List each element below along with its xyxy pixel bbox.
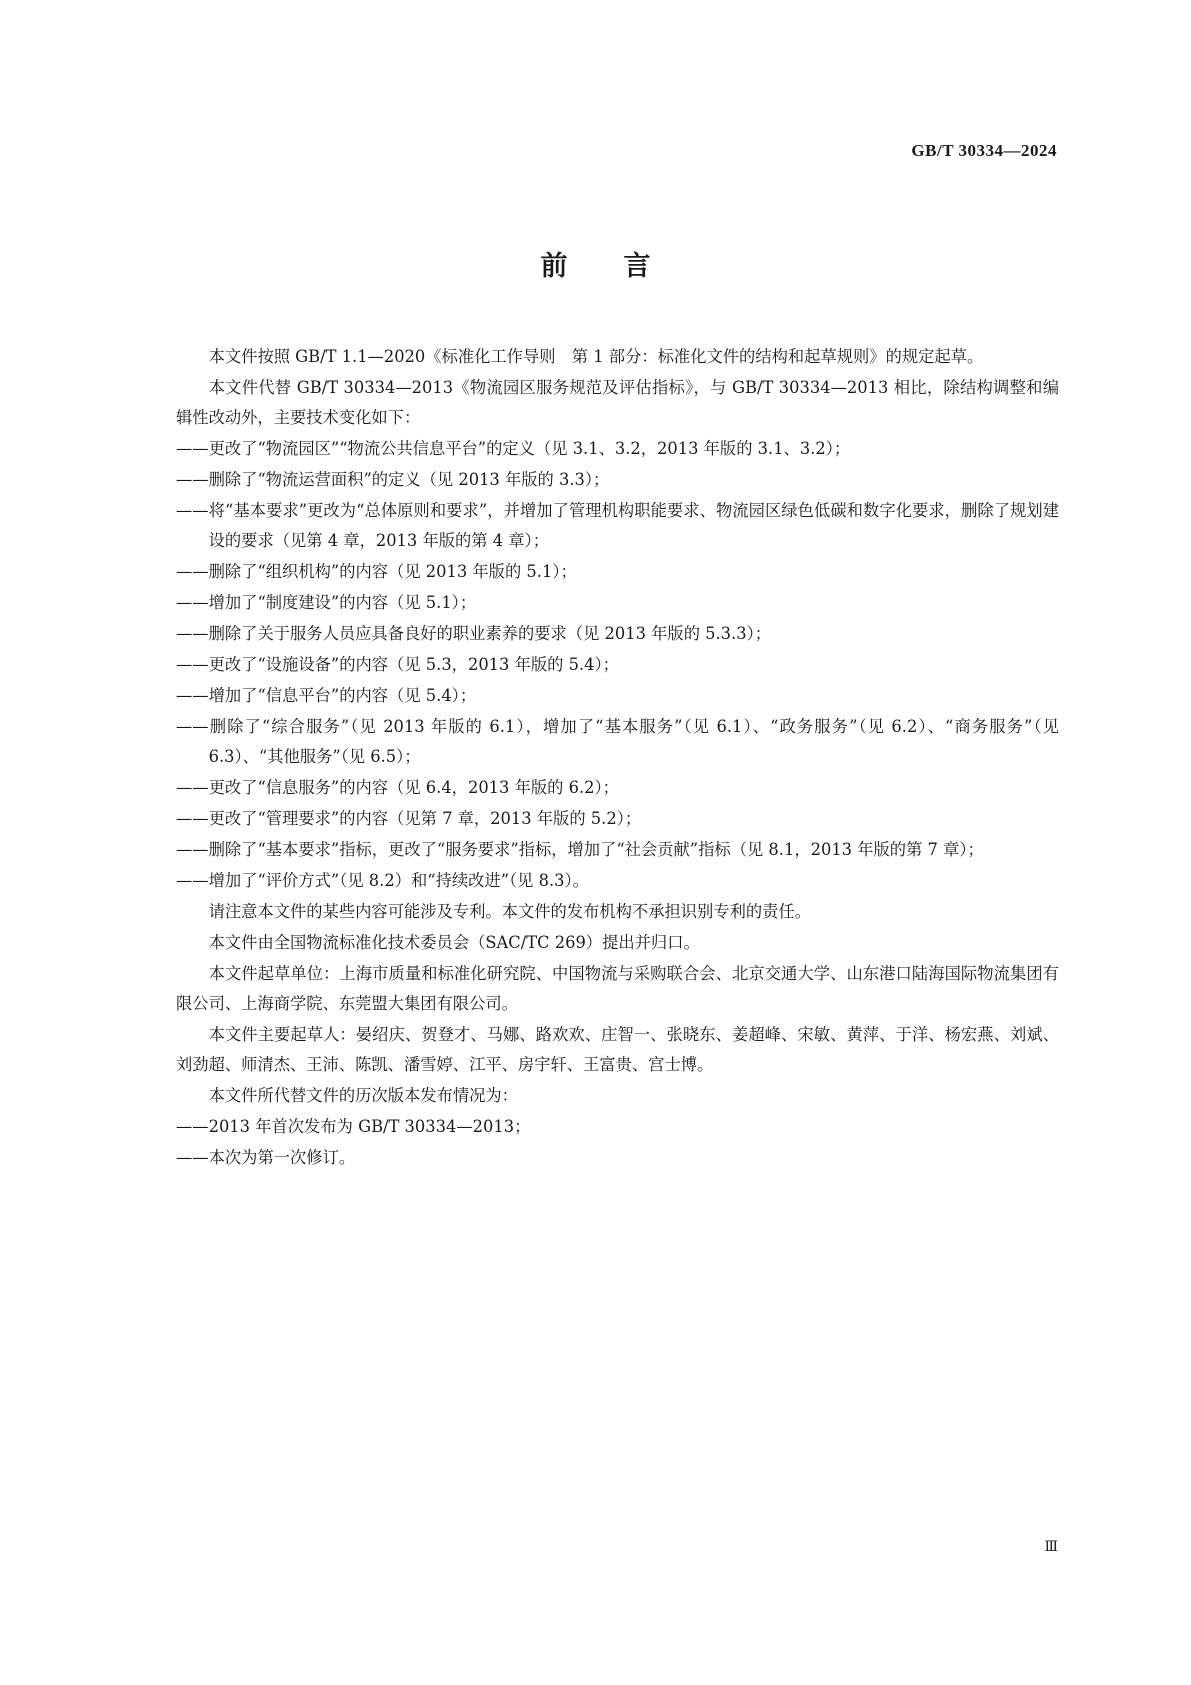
list-item <box>176 712 1059 772</box>
dash-marker: —— <box>176 809 209 828</box>
paragraph-replacement: 本文件代替 GB/T 30334—2013《物流园区服务规范及评估指标》，与 GB/T 30334—2013 相比，除结构调整和编辑性改动外，主要技术变化如下： <box>176 378 1059 427</box>
dash-marker: —— <box>176 717 209 736</box>
document-code: GB/T 30334—2024 <box>911 141 1057 160</box>
dash-marker: —— <box>176 439 209 458</box>
list-item-text: 更改了“信息服务”的内容（见 6.4，2013 年版的 6.2）； <box>208 778 619 797</box>
list-item-text: 将“基本要求”更改为“总体原则和要求”，并增加了管理机构职能要求、物流园区绿色低碳和数字化要求，删除了规划建设的要求（见第 4 章，2013 年版的第 4 章）； <box>208 501 1059 550</box>
dash-marker: —— <box>176 871 209 890</box>
preface-body <box>176 342 1059 1174</box>
dash-marker: —— <box>176 624 209 643</box>
list-item <box>176 496 1059 556</box>
dash-marker: —— <box>176 1117 209 1136</box>
dash-marker: —— <box>176 501 209 520</box>
list-item <box>176 557 1059 587</box>
paragraph-proposer: 本文件由全国物流标准化技术委员会（SAC/TC 269）提出并归口。 <box>208 933 700 952</box>
list-item <box>176 835 1059 865</box>
list-item <box>176 1143 1059 1173</box>
page-number: Ⅲ <box>1044 1539 1058 1555</box>
page-title: 前言 <box>540 251 707 282</box>
dash-marker: —— <box>176 562 209 581</box>
list-item-text: 更改了“物流园区”“物流公共信息平台”的定义（见 3.1、3.2，2013 年版的 3.1、3.2）； <box>208 439 851 458</box>
paragraph-drafting-basis: 本文件按照 GB/T 1.1—2020《标准化工作导则 第 1 部分：标准化文件的结构和起草规则》的规定起草。 <box>208 347 984 366</box>
list-item-text: 删除了“物流运营面积”的定义（见 2013 年版的 3.3）； <box>208 470 610 489</box>
dash-marker: —— <box>176 593 209 612</box>
history-list <box>176 1112 1059 1173</box>
list-item-text: 本次为第一次修订。 <box>208 1148 356 1167</box>
list-item-text: 删除了关于服务人员应具备良好的职业素养的要求（见 2013 年版的 5.3.3）； <box>208 624 771 643</box>
list-item-text: 增加了“信息平台”的内容（见 5.4）； <box>208 686 477 705</box>
list-item <box>176 681 1059 711</box>
dash-marker: —— <box>176 1148 209 1167</box>
list-item-text: 更改了“设施设备”的内容（见 5.3，2013 年版的 5.4）； <box>208 655 619 674</box>
list-item <box>176 650 1059 680</box>
list-item <box>176 804 1059 834</box>
dash-marker: —— <box>176 686 209 705</box>
list-item-text: 增加了“评价方式”（见 8.2）和“持续改进”（见 8.3）。 <box>208 871 589 890</box>
list-item <box>176 1112 1059 1142</box>
list-item-text: 更改了“管理要求”的内容（见第 7 章，2013 年版的 5.2）； <box>208 809 642 828</box>
paragraph-drafters: 本文件主要起草人：晏绍庆、贺登才、马娜、路欢欢、庄智一、张晓东、姜超峰、宋敏、黄萍、于洋、杨宏燕、刘斌、刘劲超、师清杰、王沛、陈凯、潘雪婷、江平、房宇轩、王富贵、宫士博。 <box>176 1025 1059 1074</box>
dash-marker: —— <box>176 655 209 674</box>
dash-marker: —— <box>176 778 209 797</box>
list-item <box>176 465 1059 495</box>
list-item-text: 删除了“组织机构”的内容（见 2013 年版的 5.1）； <box>208 562 577 581</box>
list-item <box>176 434 1059 464</box>
changes-list <box>176 434 1059 896</box>
list-item-text: 删除了“基本要求”指标，更改了“服务要求”指标，增加了“社会贡献”指标（见 8.1，2013 年版的第 7 章）； <box>208 840 984 859</box>
list-item <box>176 588 1059 618</box>
list-item-text: 删除了“综合服务”（见 2013 年版的 6.1），增加了“基本服务”（见 6.1）、“政务服务”（见 6.2）、“商务服务”（见 6.3）、“其他服务”（见 6.5）； <box>208 717 1059 766</box>
paragraph-drafting-units: 本文件起草单位：上海市质量和标准化研究院、中国物流与采购联合会、北京交通大学、山东港口陆海国际物流集团有限公司、上海商学院、东莞盟大集团有限公司。 <box>176 964 1059 1013</box>
list-item <box>176 773 1059 803</box>
list-item <box>176 619 1059 649</box>
dash-marker: —— <box>176 840 209 859</box>
list-item-text: 增加了“制度建设”的内容（见 5.1）； <box>208 593 477 612</box>
list-item <box>176 866 1059 896</box>
paragraph-history-intro: 本文件所代替文件的历次版本发布情况为： <box>208 1086 518 1105</box>
dash-marker: —— <box>176 470 209 489</box>
paragraph-patent-notice: 请注意本文件的某些内容可能涉及专利。本文件的发布机构不承担识别专利的责任。 <box>208 902 812 921</box>
list-item-text: 2013 年首次发布为 GB/T 30334—2013； <box>208 1117 531 1136</box>
